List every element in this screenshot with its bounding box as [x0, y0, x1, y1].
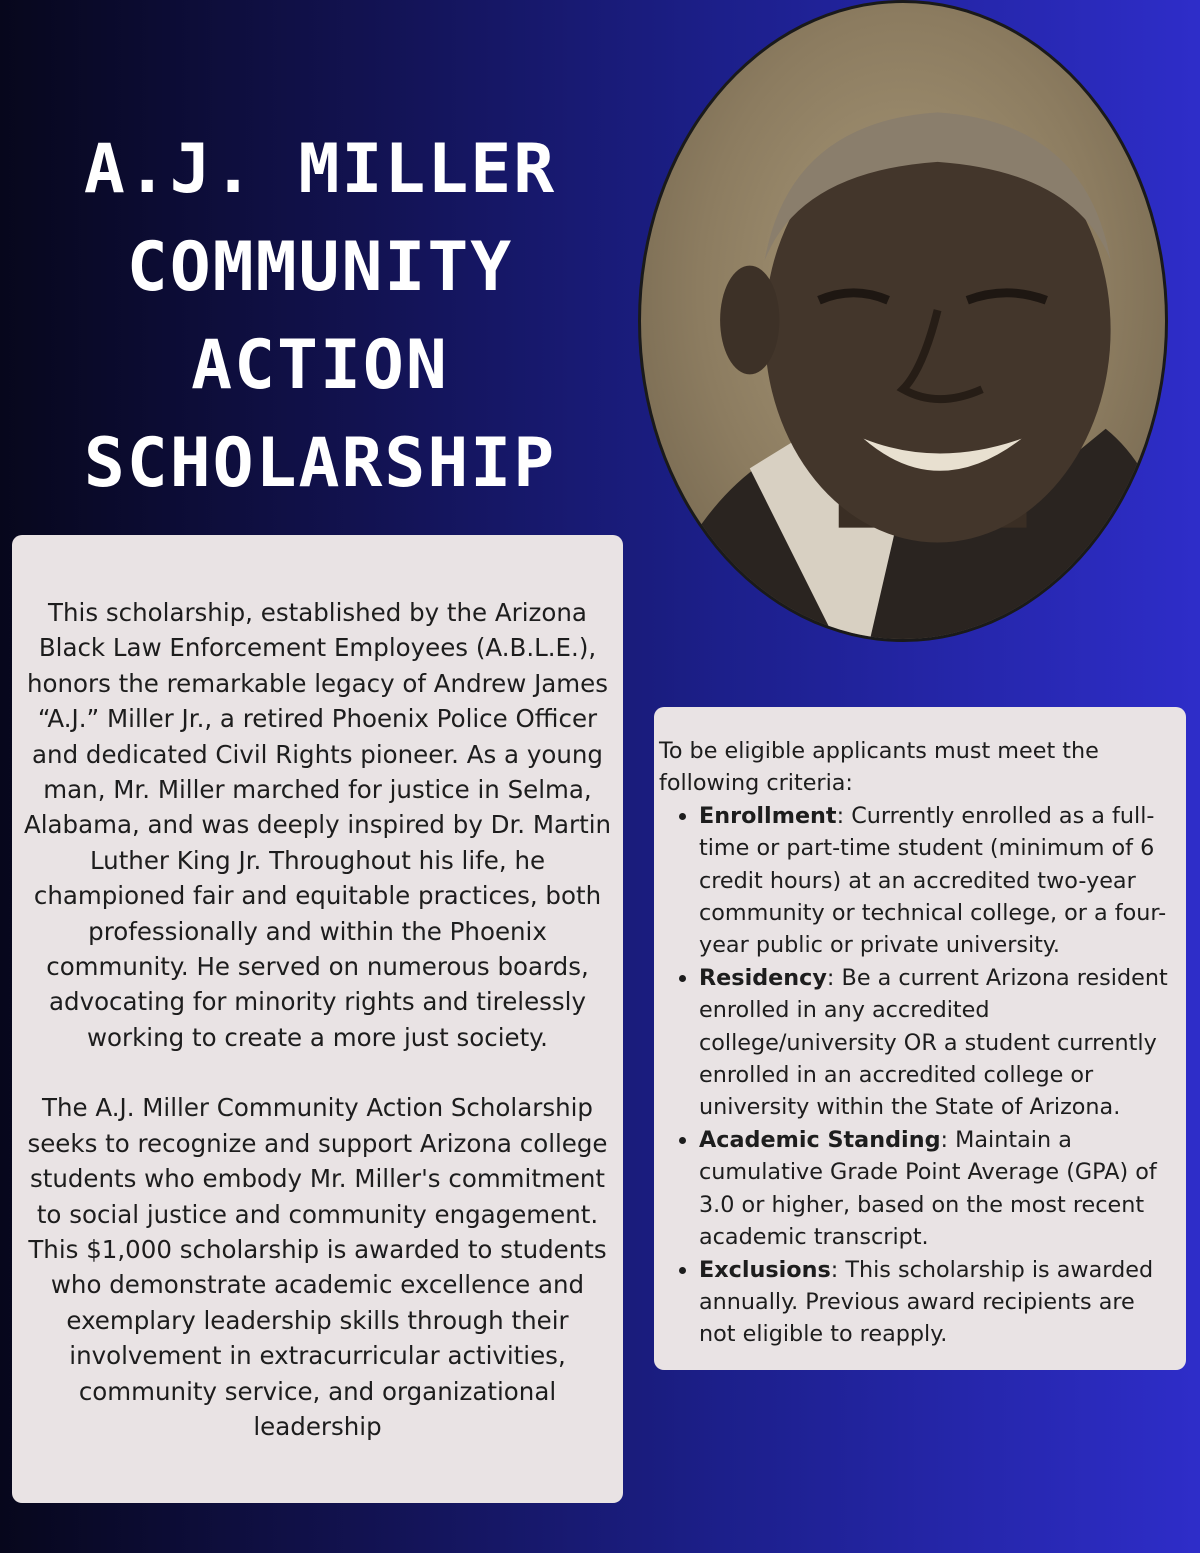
criteria-text: : Be a current Arizona resident enrolled in any accredited college/university OR a student currently enrolled in an accredited college or university within the State of Arizona. [699, 964, 1168, 1121]
criteria-item-exclusions [699, 1254, 1176, 1351]
criteria-item-residency [699, 962, 1176, 1124]
title-line-2: COMMUNITY [126, 227, 514, 307]
page-title [20, 121, 620, 513]
description-paragraph-1: This scholarship, established by the Arizona Black Law Enforcement Employees (A.B.L.E.), honors the remarkable legacy of Andrew James “A.J.” Miller Jr., a retired Phoenix Police Officer and dedicated Civil Rights pioneer. As a young man, Mr. Miller marched for justice in Selma, Alabama, and was deeply inspired by Dr. Martin Luther King Jr. Throughout his life, he championed fair and equitable practices, both professionally and within the Phoenix community. He served on numerous boards, advocating for minority rights and tirelessly working to create a more just society. [23, 598, 612, 1052]
eligibility-intro: To be eligible applicants must meet the following criteria: [659, 738, 1099, 797]
criteria-item-enrollment [699, 800, 1176, 962]
eligibility-card [654, 707, 1186, 1370]
criteria-term: Academic Standing [699, 1126, 941, 1153]
title-line-4: SCHOLARSHIP [83, 423, 557, 503]
criteria-term: Exclusions [699, 1256, 831, 1283]
ear-shape [720, 266, 779, 375]
criteria-text: : Maintain a cumulative Grade Point Average (GPA) of 3.0 or higher, based on the most recent academic transcript. [699, 1126, 1157, 1251]
portrait-photo [638, 0, 1168, 642]
description-paragraph-2: The A.J. Miller Community Action Scholarship seeks to recognize and support Arizona college students who embody Mr. Miller's commitment to social justice and community engagement. This $1,000 scholarship is awarded to students who demonstrate academic excellence and exemplary leadership skills through their involvement in extracurricular activities, community service, and organizational leadership [27, 1093, 608, 1441]
scholarship-description-card [12, 535, 623, 1503]
title-line-3: ACTION [191, 325, 449, 405]
criteria-term: Residency [699, 964, 827, 991]
criteria-text: : Currently enrolled as a full-time or part-time student (minimum of 6 credit hours) at an accredited two-year community or technical college, or a four-year public or private university. [699, 802, 1167, 959]
criteria-list [659, 800, 1176, 1351]
portrait-illustration [641, 3, 1165, 639]
criteria-term: Enrollment [699, 802, 837, 829]
criteria-text: : This scholarship is awarded annually. Previous award recipients are not eligible to reapply. [699, 1256, 1154, 1348]
title-line-1: A.J. MILLER [83, 129, 557, 209]
criteria-item-academic-standing [699, 1124, 1176, 1254]
